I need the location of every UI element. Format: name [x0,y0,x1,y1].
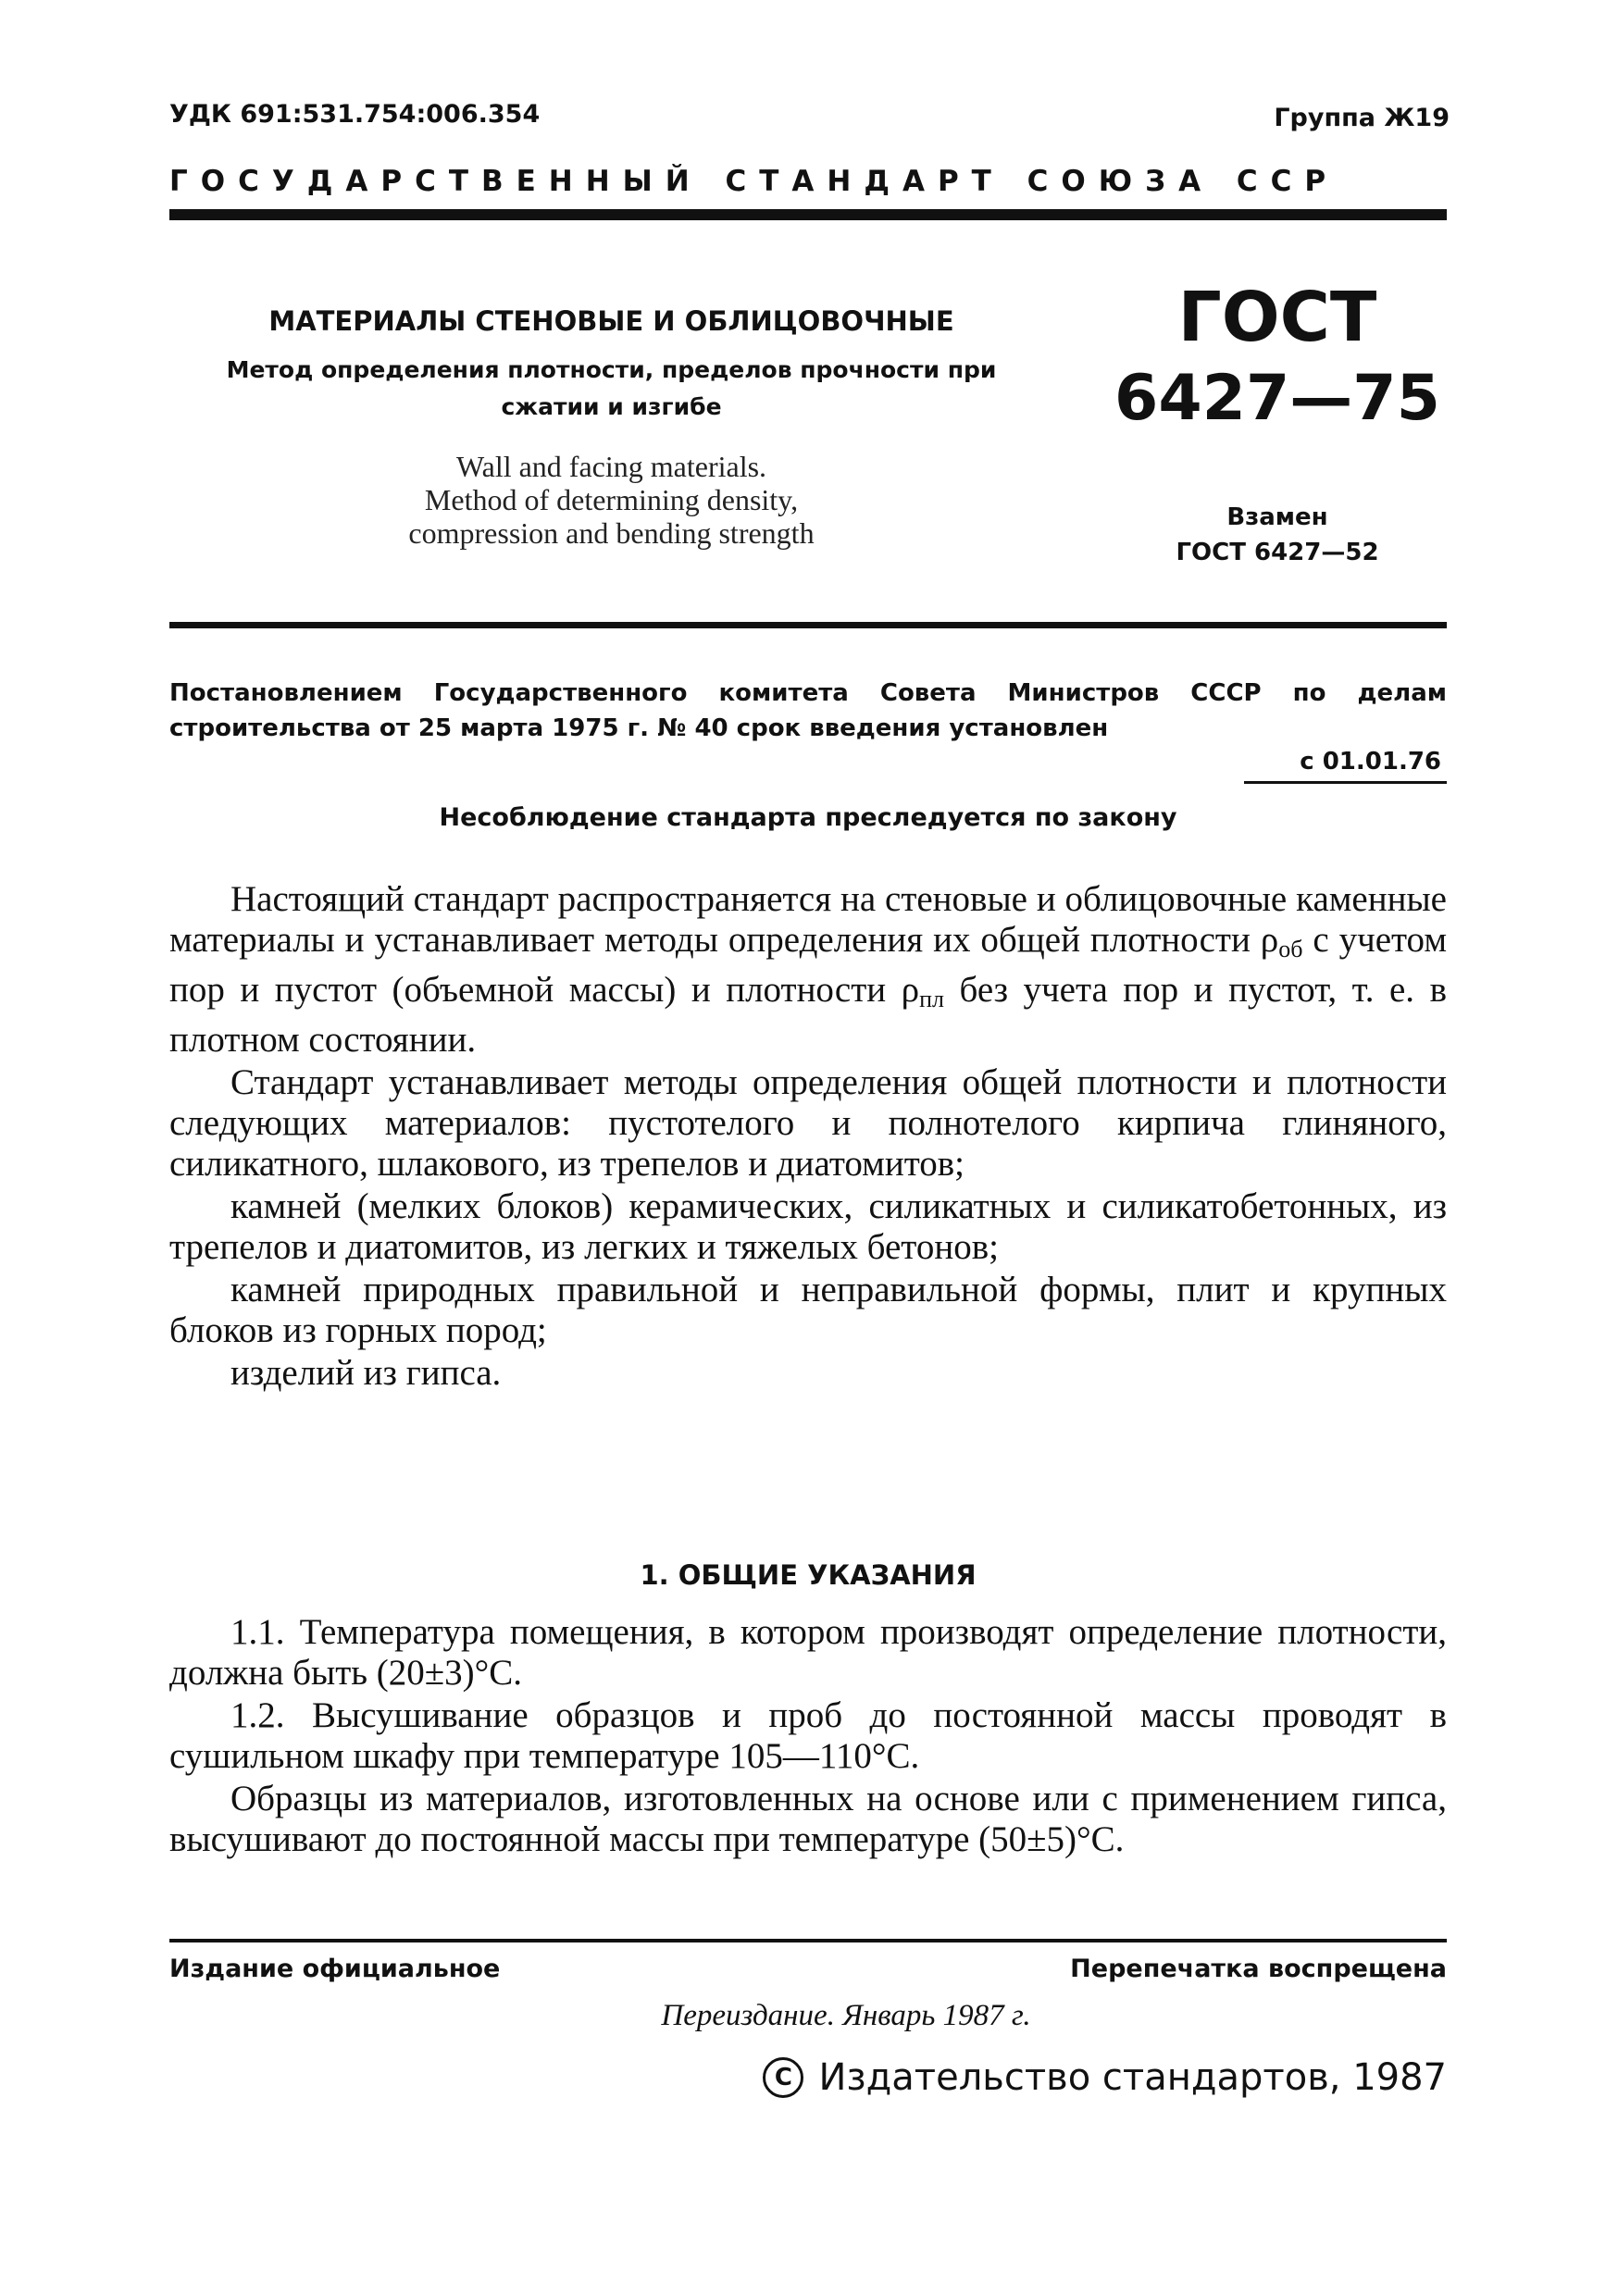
paragraph: камней природных правильной и неправильной формы, плит и крупных блоков из горных пород; [169,1270,1447,1350]
replaces-number: ГОСТ 6427—52 [1176,539,1379,566]
title-block [169,305,1053,550]
gost-block [1083,278,1472,566]
standard-type-heading: ГОСУДАРСТВЕННЫЙ СТАНДАРТ СОЮЗА ССР [169,165,1339,198]
english-title-line: Method of determining density, [424,483,799,516]
english-title-line: compression and bending strength [408,516,815,550]
effective-date: с 01.01.76 [1244,748,1447,784]
document-subtitle: Метод определения плотности, пределов прочности при сжатии и изгибе [226,356,997,420]
replaces-label: Взамен [1226,503,1328,531]
english-title-line: Wall and facing materials. [455,450,767,483]
gost-number: 6427—75 [1114,362,1440,435]
group-code: Группа Ж19 [1274,104,1450,132]
reprint-note: Перепечатка воспрещена [1070,1955,1447,1983]
gost-label: ГОСТ [1177,278,1377,357]
noncompliance-notice: Несоблюдение стандарта преследуется по закону [439,803,1177,832]
paragraph: Стандарт устанавливает методы определения общей плотности и плотности следующих материалов: пустотелого и полнотелого кирпича глиняного, силикатного, шлакового, из трепелов и диатомитов; [169,1062,1447,1184]
section-body [169,1612,1447,1862]
paragraph: Образцы из материалов, изготовленных на основе или с применением гипса, высушивают до постоянной массы при температуре (50±5)°С. [169,1779,1447,1859]
reissue-note: Переиздание. Январь 1987 г. [661,1999,1031,2032]
document-title: МАТЕРИАЛЫ СТЕНОВЫЕ И ОБЛИЦОВОЧНЫЕ [268,305,954,337]
paragraph: 1.2. Высушивание образцов и проб до постоянной массы проводят в сушильном шкафу при температуре 105—110°С. [169,1695,1447,1776]
paragraph: камней (мелких блоков) керамических, силикатных и силикатобетонных, из трепелов и диатомитов, из легких и тяжелых бетонов; [169,1186,1447,1267]
header-rule [169,209,1447,220]
edition-note: Издание официальное [169,1955,501,1983]
paragraph: изделий из гипса. [230,1353,502,1393]
scope-section [169,879,1447,1396]
paragraph: Настоящий стандарт распространяется на стеновые и облицовочные каменные материалы и устанавливает методы определения их общей плотности $\rho_{об}$ с учетом пор и пустот (объемной массы) и плотности $\rho_{пл}$ без учета пор и пустот, т. е. в плотном состоянии. [169,879,1447,1060]
title-rule [169,622,1447,628]
udk-code: УДК 691:531.754:006.354 [169,100,541,129]
section-heading: 1. ОБЩИЕ УКАЗАНИЯ [640,1559,977,1591]
copyright [763,2056,1447,2099]
copyright-icon: C [763,2057,803,2098]
english-title [169,450,1053,550]
decree-text: Постановлением Государственного комитета Совета Министров СССР по делам строительства от 25 марта 1975 г. № 40 срок введения установлен [169,679,1447,742]
footer-rule [169,1939,1447,1942]
paragraph: 1.1. Температура помещения, в котором производят определение плотности, должна быть (20±3)°С. [169,1612,1447,1693]
publisher: Издательство стандартов, 1987 [818,2056,1447,2099]
